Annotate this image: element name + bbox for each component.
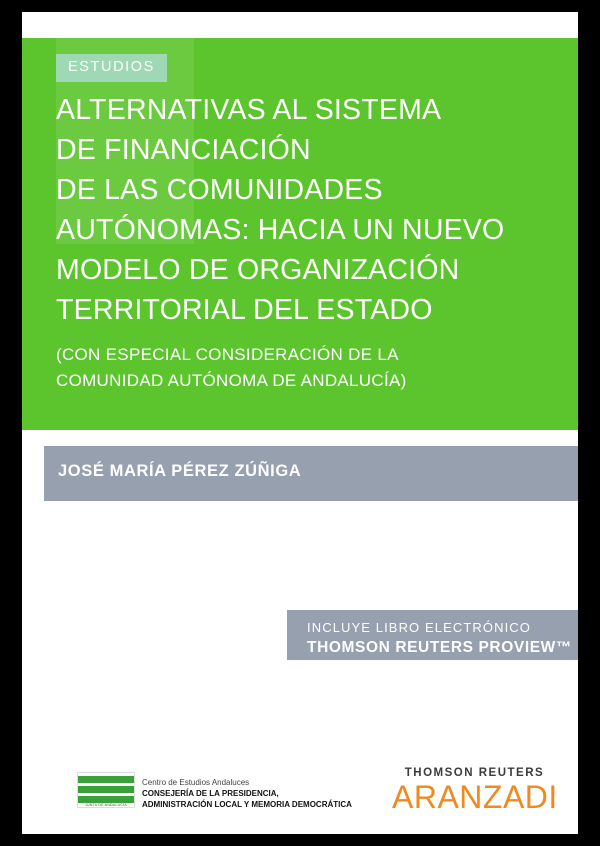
book-cover-page: [22, 12, 578, 834]
author-name: JOSÉ MARÍA PÉREZ ZÚÑIGA: [58, 462, 302, 480]
publisher-name: THOMSON REUTERS: [404, 767, 545, 779]
logo-stripe-3: [78, 796, 134, 803]
institution-line-3: ADMINISTRACIÓN LOCAL Y MEMORIA DEMOCRÁTICA: [142, 800, 352, 809]
logo-stripe-1: [78, 776, 134, 783]
title-line-3: DE LAS COMUNIDADES: [56, 174, 383, 206]
institution-credit: [142, 777, 352, 810]
publisher-imprint: ARANZADI: [392, 779, 558, 815]
title-line-5: MODELO DE ORGANIZACIÓN: [56, 254, 460, 286]
proview-line-2: THOMSON REUTERS PROVIEW™: [307, 639, 572, 656]
title-line-4: AUTÓNOMAS: HACIA UN NUEVO: [56, 214, 505, 246]
logo-stripe-2: [78, 786, 134, 793]
book-subtitle: [56, 342, 556, 394]
title-line-1: ALTERNATIVAS AL SISTEMA: [56, 94, 442, 126]
book-title: [56, 90, 556, 330]
logo-caption: JUNTA DE ANDALUCÍA: [84, 803, 128, 807]
proview-line-1: INCLUYE LIBRO ELECTRÓNICO: [307, 620, 531, 635]
publisher-logo: [392, 767, 557, 815]
title-line-6: TERRITORIAL DEL ESTADO: [56, 294, 433, 326]
subtitle-line-2: COMUNIDAD AUTÓNOMA DE ANDALUCÍA): [56, 371, 407, 390]
subtitle-line-1: (CON ESPECIAL CONSIDERACIÓN DE LA: [56, 345, 399, 364]
series-badge: ESTUDIOS: [56, 54, 167, 82]
title-line-2: DE FINANCIACIÓN: [56, 134, 311, 166]
institution-line-2: CONSEJERÍA DE LA PRESIDENCIA,: [142, 789, 279, 798]
institution-line-1: Centro de Estudios Andaluces: [142, 778, 250, 787]
junta-de-andalucia-logo: [77, 772, 135, 808]
